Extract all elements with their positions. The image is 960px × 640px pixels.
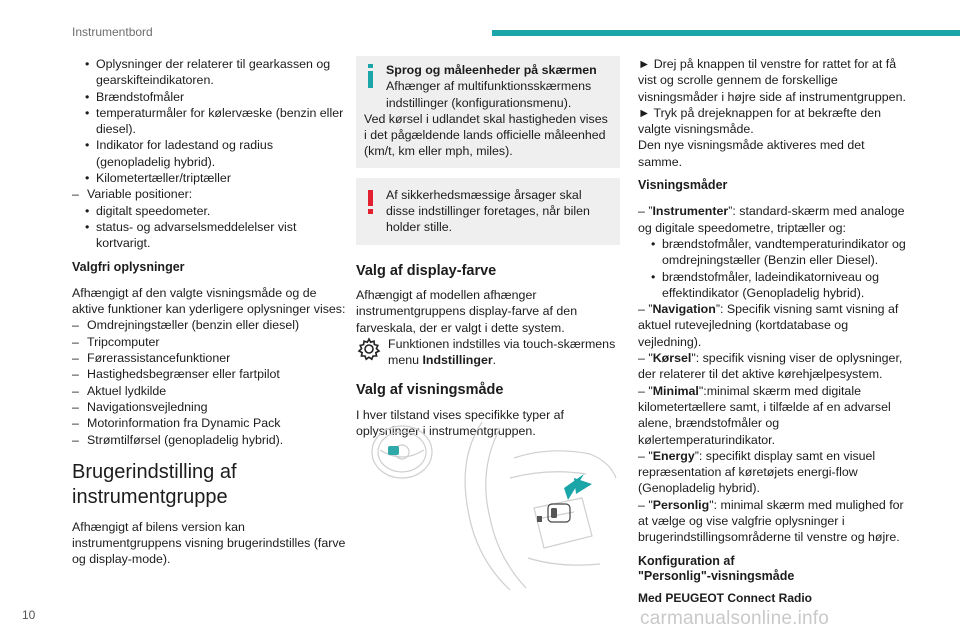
- list-item: • Kilometertæller/triptæller: [72, 170, 348, 186]
- note-text: Afhænger af multifunktionsskærmens indstillinger (konfigurationsmenu).: [386, 79, 592, 110]
- list-item: • Oplysninger der relaterer til gearkassen og gearskifteindikatoren.: [72, 56, 348, 89]
- section-title: Brugerindstilling af instrumentgruppe: [72, 460, 237, 508]
- list-item: • brændstofmåler, vandtemperaturindikator og omdrejningstæller (Benzin eller Diesel).: [638, 236, 910, 269]
- column-3: [638, 56, 910, 606]
- list-item: – Hastighedsbegrænser eller fartpilot: [72, 366, 348, 382]
- header-accent-bar: [492, 30, 960, 36]
- heading-display-mode: Valg af visningsmåde: [356, 382, 504, 399]
- list-item: – Tripcomputer: [72, 334, 348, 350]
- column-2: [356, 56, 620, 439]
- list-item: – Aktuel lydkilde: [72, 383, 348, 399]
- subheading-modes: Visningsmåder: [638, 178, 728, 193]
- paragraph: I hver tilstand vises specifikke typer af oplysninger i instrumentgruppen.: [356, 407, 564, 439]
- list-item: • brændstofmåler, ladeindikatorniveau og effektindikator (Genopladelig hybrid).: [638, 269, 910, 302]
- list-item: • temperaturmåler for kølervæske (benzin eller diesel).: [72, 105, 348, 138]
- header-title: Instrumentbord: [72, 25, 153, 39]
- subheading-optional: Valgfri oplysninger: [72, 259, 185, 274]
- note-title: Sprog og måleenheder på skærmen: [386, 63, 597, 77]
- settings-instruction: [356, 336, 620, 369]
- steering-wheel-illustration: [360, 418, 618, 592]
- list-item: – Strømtilførsel (genopladelig hybrid).: [72, 432, 348, 448]
- list-item: • status- og advarselsmeddelelser vist kortvarigt.: [72, 219, 348, 252]
- mode-energy: – "Energy”: specifikt display samt en visuel repræsentation af køretøjets energi-flow (Genopladelig hybrid).: [638, 448, 876, 496]
- warning-icon: [366, 190, 375, 218]
- list-item: – Omdrejningstæller (benzin eller diesel): [72, 317, 348, 333]
- mode-navigation: – ”Navigation”: Specifik visning samt visning af aktuel rutevejledning (kortdatabase og vejledning).: [638, 302, 899, 349]
- mode-personlig: – "Personlig": minimal skærm med mulighed for at vælge og vise valgfrie oplysninger i brugerindstillingsområderne til venstre og højre.: [638, 497, 904, 545]
- list-item: • Brændstofmåler: [72, 89, 348, 105]
- mode-instrumenter: – ”Instrumenter”: standard-skærm med analoge og digitale speedometre, triptæller og:: [638, 204, 905, 235]
- settings-instruction-text: Funktionen indstilles via touch-skærmens menu Indstillinger.: [388, 336, 616, 368]
- list-item: • digitalt speedometer.: [72, 203, 348, 219]
- page-number: 10: [22, 608, 36, 622]
- paragraph: Den nye visningsmåde aktiveres med det samme.: [638, 138, 865, 169]
- mode-minimal: – "Minimal":minimal skærm med digitale kilometertællere samt, i tilfælde af en advarsel alene, brændstofmåler og kølertemperaturindikator.: [638, 383, 891, 447]
- heading-display-color: Valg af display-farve: [356, 262, 497, 279]
- subheading-config: Konfiguration af "Personlig"-visningsmåde: [638, 553, 795, 583]
- list-item: – Variable positioner:: [72, 186, 348, 202]
- warning-note: [356, 178, 620, 245]
- mode-korsel: – "Kørsel": specifik visning viser de oplysninger, der relaterer til det aktive kørehjælpesystem.: [638, 351, 903, 382]
- subheading-connect-radio: Med PEUGEOT Connect Radio: [638, 590, 813, 605]
- column-1: [72, 56, 348, 568]
- note-text: Ved kørsel i udlandet skal hastigheden vises i det pågældende lands officielle måleenhed (km/t, km eller mph, miles).: [364, 111, 608, 159]
- paragraph: Afhængigt af den valgte visningsmåde og de aktive funktioner kan yderligere oplysninger vises:: [72, 285, 346, 317]
- note-text: Af sikkerhedsmæssige årsager skal disse indstillinger foretages, når bilen holder stille.: [386, 187, 590, 235]
- gear-icon: [356, 336, 382, 362]
- paragraph: Afhængigt af bilens version kan instrumentgruppens visning brugerindstilles (farve og display-mode).: [72, 519, 346, 567]
- info-note: [356, 56, 620, 168]
- list-item: – Motorinformation fra Dynamic Pack: [72, 415, 348, 431]
- paragraph-step: ► Drej på knappen til venstre for rattet for at få vist og scrolle gennem de forskellige visningsmåder i højre side af instrumentgruppen.: [638, 57, 906, 104]
- paragraph: Afhængigt af modellen afhænger instrumentgruppens display-farve af den farveskala, der er valgt i dette system.: [356, 287, 578, 335]
- watermark: carmanualsonline.info: [640, 608, 830, 629]
- list-item: – Førerassistancefunktioner: [72, 350, 348, 366]
- paragraph-step: ► Tryk på drejeknappen for at bekræfte den valgte visningsmåde.: [638, 105, 882, 137]
- list-item: • Indikator for ladestand og radius (genopladelig hybrid).: [72, 137, 348, 170]
- info-icon: [366, 64, 375, 92]
- list-item: – Navigationsvejledning: [72, 399, 348, 415]
